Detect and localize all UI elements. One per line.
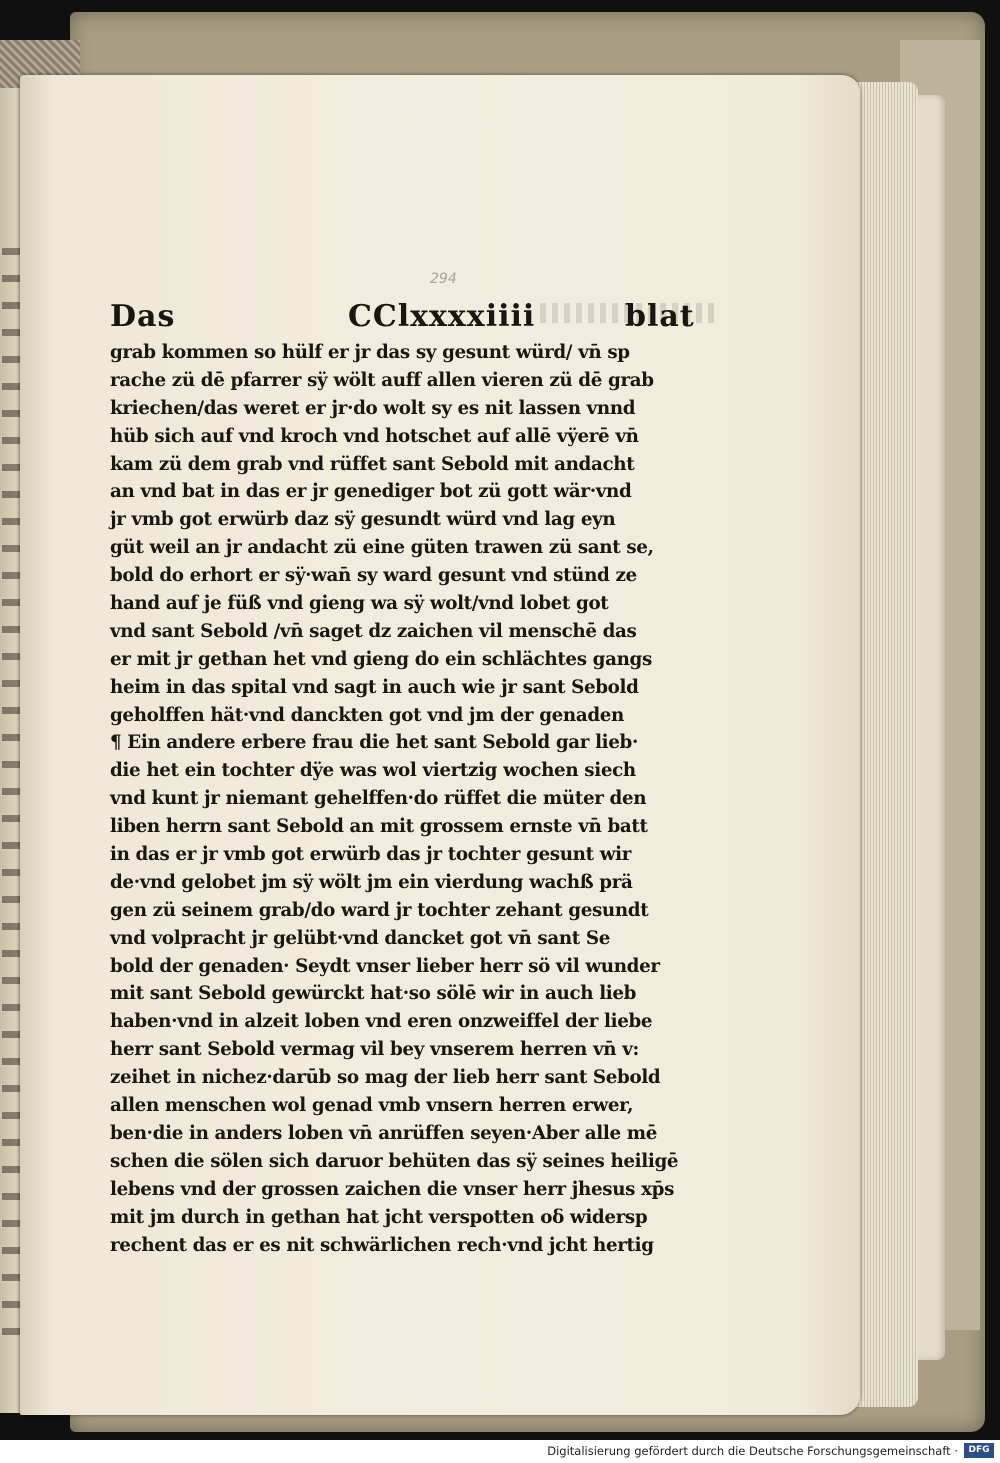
text-line: allen menschen wol genad vmb vnsern herren erwer, [110,1095,634,1117]
text-line: schen die sölen sich daruor behüten das sÿ seines heiligē [110,1150,679,1172]
text-line: lebens vnd der grossen zaichen die vnser herr jhesus xp̄s [110,1178,675,1200]
text-line: rache zü dē pfarrer sÿ wölt auff allen vieren zü dē grab [110,369,654,391]
text-line: die het ein tochter dÿe was wol viertzig wochen siech [110,760,636,782]
text-line: vnd sant Sebold /vn̄ saget dz zaichen vil menschē das [110,620,637,642]
text-line: heim in das spital vnd sagt in auch wie jr sant Sebold [110,676,639,698]
text-line: de·vnd gelobet jm sÿ wölt jm ein vierdung wachß prä [110,871,633,893]
footer-bar [0,1440,1000,1463]
text-line: er mit jr gethan het vnd gieng do ein schlächtes gangs [110,648,652,670]
facing-page-text [2,248,20,1348]
text-line: vnd volpracht jr gelübt·vnd dancket got vn̄ sant Se [110,927,611,949]
text-line: kam zü dem grab vnd rüffet sant Sebold mit andacht [110,453,635,475]
header-right: blat [625,299,695,334]
text-line: hand auf je füß vnd gieng wa sÿ wolt/vnd lobet got [110,593,609,615]
text-line: rechent das er es nit schwärlichen rech·vnd jcht hertig [110,1234,654,1256]
text-line: bold der genaden· Seydt vnser lieber herr sö vil wunder [110,955,660,977]
text-line: an vnd bat in das er jr genediger bot zü gott wär·vnd [110,481,632,503]
running-header [110,299,736,339]
text-line: mit sant Sebold gewürckt hat·so sölē wir in auch lieb [110,983,637,1005]
text-line: ben·die in anders loben vn̄ anrüffen seyen·Aber alle mē [110,1122,658,1144]
dfg-logo: DFG [964,1443,994,1458]
text-line: güt weil an jr andacht zü eine güten trawen zü sant se, [110,537,654,559]
text-line: herr sant Sebold vermag vil bey vnserem herren vn̄ v: [110,1039,639,1061]
header-left: Das [110,299,176,334]
text-line: vnd kunt jr niemant gehelffen·do rüffet die müter den [110,788,647,810]
page-block-edges [850,82,918,1407]
text-line: hüb sich auf vnd kroch vnd hotschet auf allē vÿerē vn̄ [110,425,639,447]
folio-numeral: CClxxxxiiii [348,299,536,334]
text-line: bold do erhort er sÿ·wan̄ sy ward gesunt vnd stünd ze [110,565,637,587]
text-line: mit jm durch in gethan hat jcht verspotten oδ widersp [110,1206,648,1228]
text-line: gen zü seinem grab/do ward jr tochter zehant gesundt [110,899,649,921]
text-line: grab kommen so hülf er jr das sy gesunt würd/ vn̄ sp [110,342,630,363]
text-line: zeihet in nichez·darūb so mag der lieb herr sant Sebold [110,1067,661,1089]
text-line: kriechen/das weret er jr·do wolt sy es nit lassen vnnd [110,397,636,419]
paragraph-start-line: ¶ Ein andere erbere frau die het sant Sebold gar lieb· [110,732,638,754]
text-line: jr vmb got erwürb daz sÿ gesundt würd vnd lag eyn [110,509,616,531]
text-line: geholffen hät·vnd danckten got vnd jm der genaden [110,704,624,726]
text-line: liben herrn sant Sebold an mit grossem ernste vn̄ batt [110,816,648,838]
funding-credit: Digitalisierung gefördert durch die Deutsche Forschungsgemeinschaft · [547,1444,958,1458]
page-number: 294 [430,271,457,287]
text-line: haben·vnd in alzeit loben vnd eren onzweiffel der liebe [110,1011,653,1033]
text-line: in das er jr vmb got erwürb das jr tochter gesunt wir [110,844,631,866]
text-block [110,299,736,1259]
book-page [20,75,860,1415]
